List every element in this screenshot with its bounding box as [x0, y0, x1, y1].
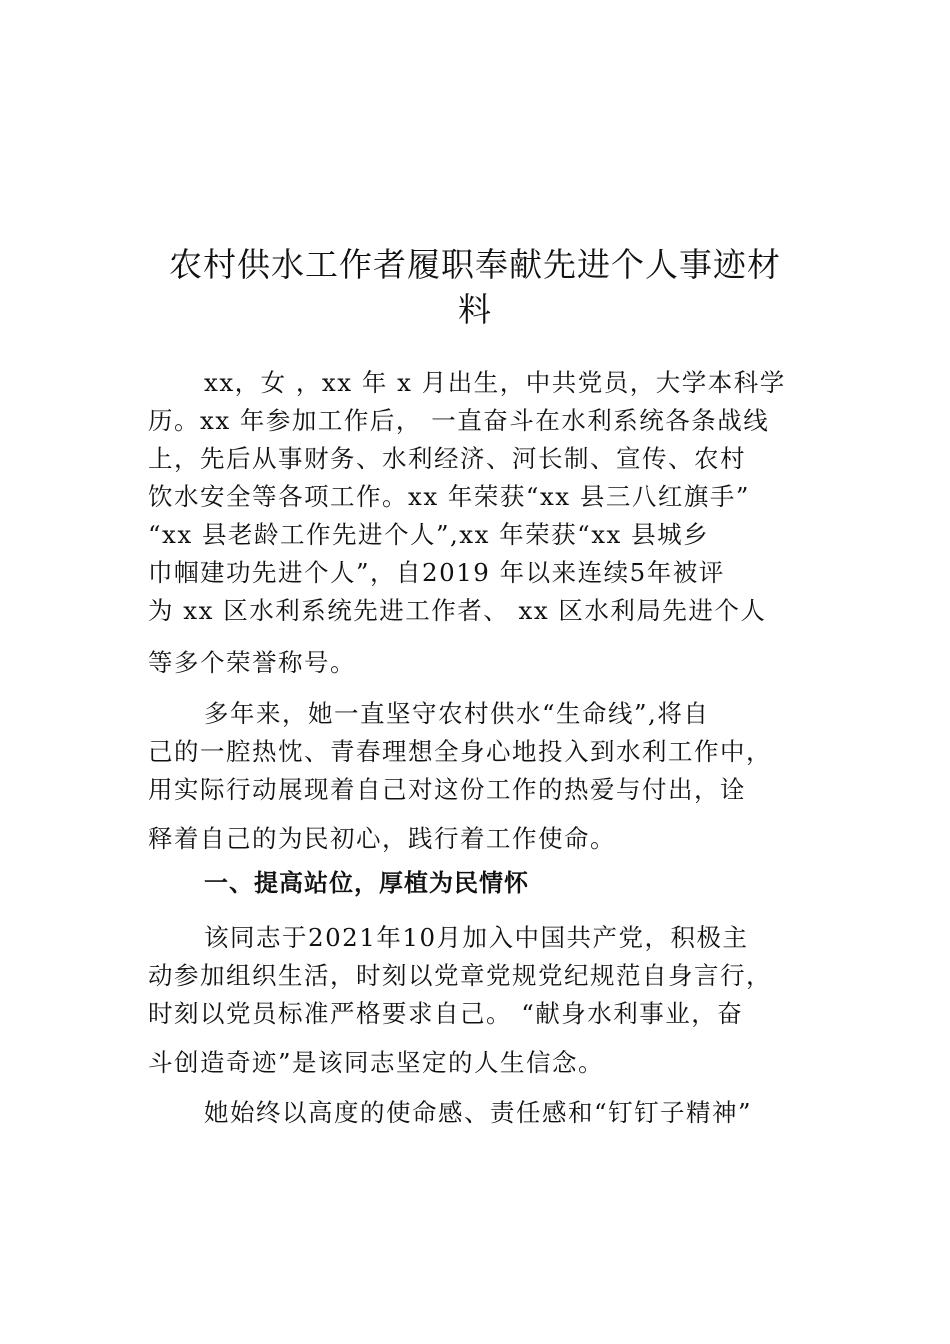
paragraph-2-line: 用实际行动展现着自己对这份工作的热爱与付出，诠 — [148, 775, 746, 804]
paragraph-1-line: 饮水安全等各项工作。xx 年荣获“xx 县三八红旗手” — [148, 482, 750, 511]
paragraph-2-line: 释着自己的为民初心，践行着工作使命。 — [148, 824, 616, 853]
paragraph-1-line: 历。xx 年参加工作后， 一直奋斗在水利系统各条战线 — [148, 406, 770, 435]
paragraph-1-line: 上，先后从事财务、水利经济、河长制、宣传、农村 — [148, 444, 746, 473]
paragraph-3-line: 该同志于2021年10月加入中国共产党，积极主 — [204, 923, 749, 952]
paragraph-1-line: 巾帼建功先进个人”，自2019 年以来连续5年被评 — [148, 558, 725, 587]
paragraph-3-line: 动参加组织生活，时刻以党章党规党纪规范自身言行， — [148, 961, 772, 990]
paragraph-3-line: 斗创造奇迹”是该同志坚定的人生信念。 — [148, 1048, 605, 1077]
title-line-2: 料 — [458, 290, 492, 329]
paragraph-4-line: 她始终以高度的使命感、责任感和“钉钉子精神” — [204, 1098, 753, 1127]
paragraph-2-line: 己的一腔热忱、青春理想全身心地投入到水利工作中， — [148, 737, 772, 766]
title-line-1: 农村供水工作者履职奉献先进个人事迹材 — [169, 245, 781, 284]
paragraph-3-line: 时刻以党员标准严格要求自己。 “献身水利事业，奋 — [148, 999, 744, 1028]
paragraph-1-line: 为 xx 区水利系统先进工作者、 xx 区水利局先进个人 — [148, 596, 767, 625]
paragraph-1-line: xx，女 ，xx 年 x 月出生，中共党员，大学本科学 — [204, 368, 786, 397]
paragraph-1-line: “xx 县老龄工作先进个人”,xx 年荣获“xx 县城乡 — [148, 520, 710, 549]
paragraph-2-line: 多年来，她一直坚守农村供水“生命线”,将自 — [204, 699, 710, 728]
paragraph-1-line: 等多个荣誉称号。 — [148, 648, 356, 677]
document-title — [140, 242, 810, 332]
section-heading-1: 一、提高站位，厚植为民情怀 — [204, 869, 529, 897]
